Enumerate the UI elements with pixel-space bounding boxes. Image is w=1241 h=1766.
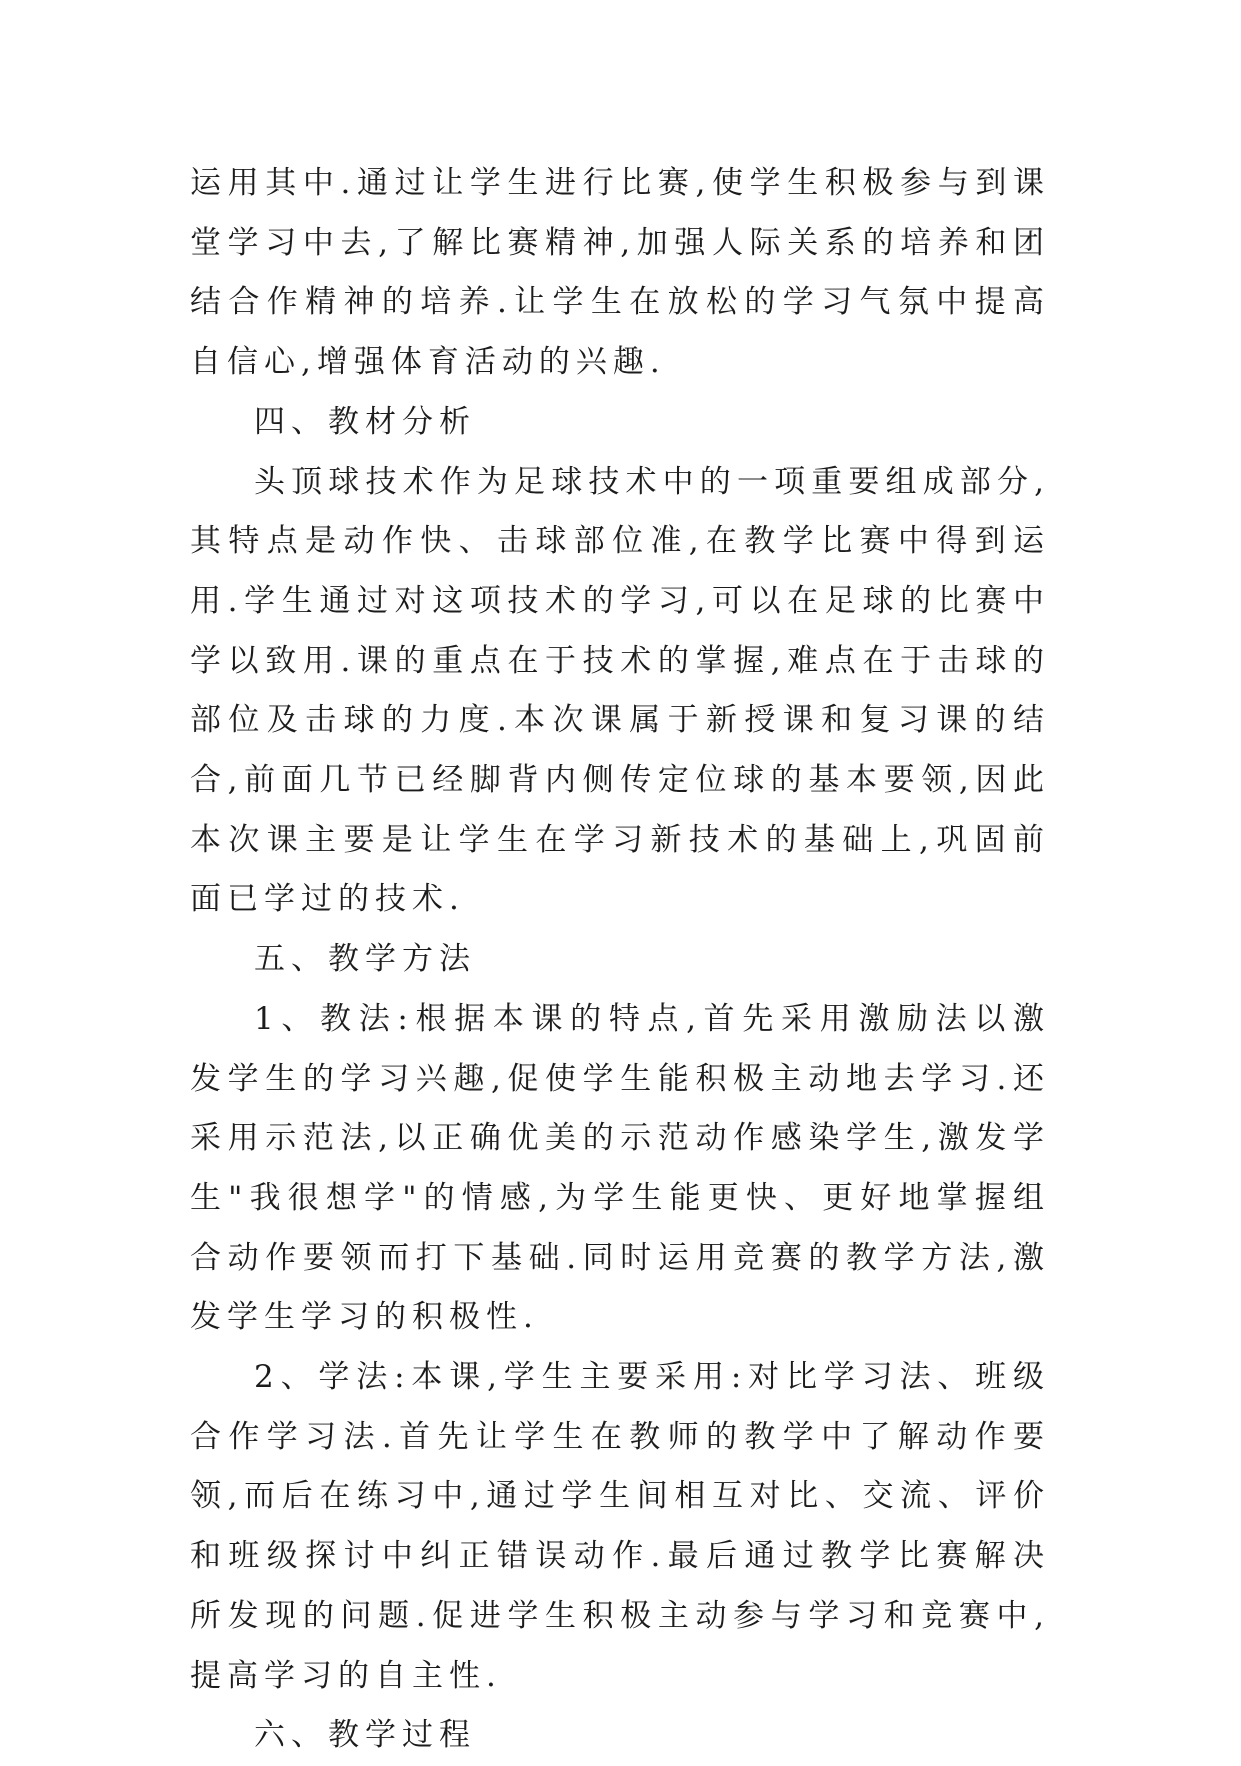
heading-textbook-analysis: 四、教材分析 [254,403,476,440]
heading-teaching-process: 六、教学过程 [254,1717,476,1754]
document-body [190,154,1050,1766]
paragraph-textbook-analysis: 头顶球技术作为足球技术中的一项重要组成部分,其特点是动作快、击球部位准,在教学比赛中得到运用.学生通过对这项技术的学习,可以在足球的比赛中学以致用.课的重点在于技术的掌握,难点在于击球的部位及击球的力度.本次课属于新授课和复习课的结合,前面几节已经脚背内侧传定位球的基本要领,因此本次课主要是让学生在学习新技术的基础上,巩固前面已学过的技术. [190,463,1050,918]
heading-teaching-methods: 五、教学方法 [254,941,476,978]
paragraph-intro-continuation: 运用其中.通过让学生进行比赛,使学生积极参与到课堂学习中去,了解比赛精神,加强人际关系的培养和团结合作精神的培养.让学生在放松的学习气氛中提高自信心,增强体育活动的兴趣. [190,165,1050,381]
paragraph-learning-method: 2、学法:本课,学生主要采用:对比学习法、班级合作学习法.首先让学生在教师的教学中了解动作要领,而后在练习中,通过学生间相互对比、交流、评价和班级探讨中纠正错误动作.最后通过教学比赛解决所发现的问题.促进学生积极主动参与学习和竞赛中,提高学习的自主性. [190,1359,1050,1694]
paragraph-teaching-method: 1、教法:根据本课的特点,首先采用激励法以激发学生的学习兴趣,促使学生能积极主动地去学习.还采用示范法,以正确优美的示范动作感染学生,激发学生"我很想学"的情感,为学生能更快、更好地掌握组合动作要领而打下基础.同时运用竞赛的教学方法,激发学生学习的积极性. [190,1000,1050,1336]
